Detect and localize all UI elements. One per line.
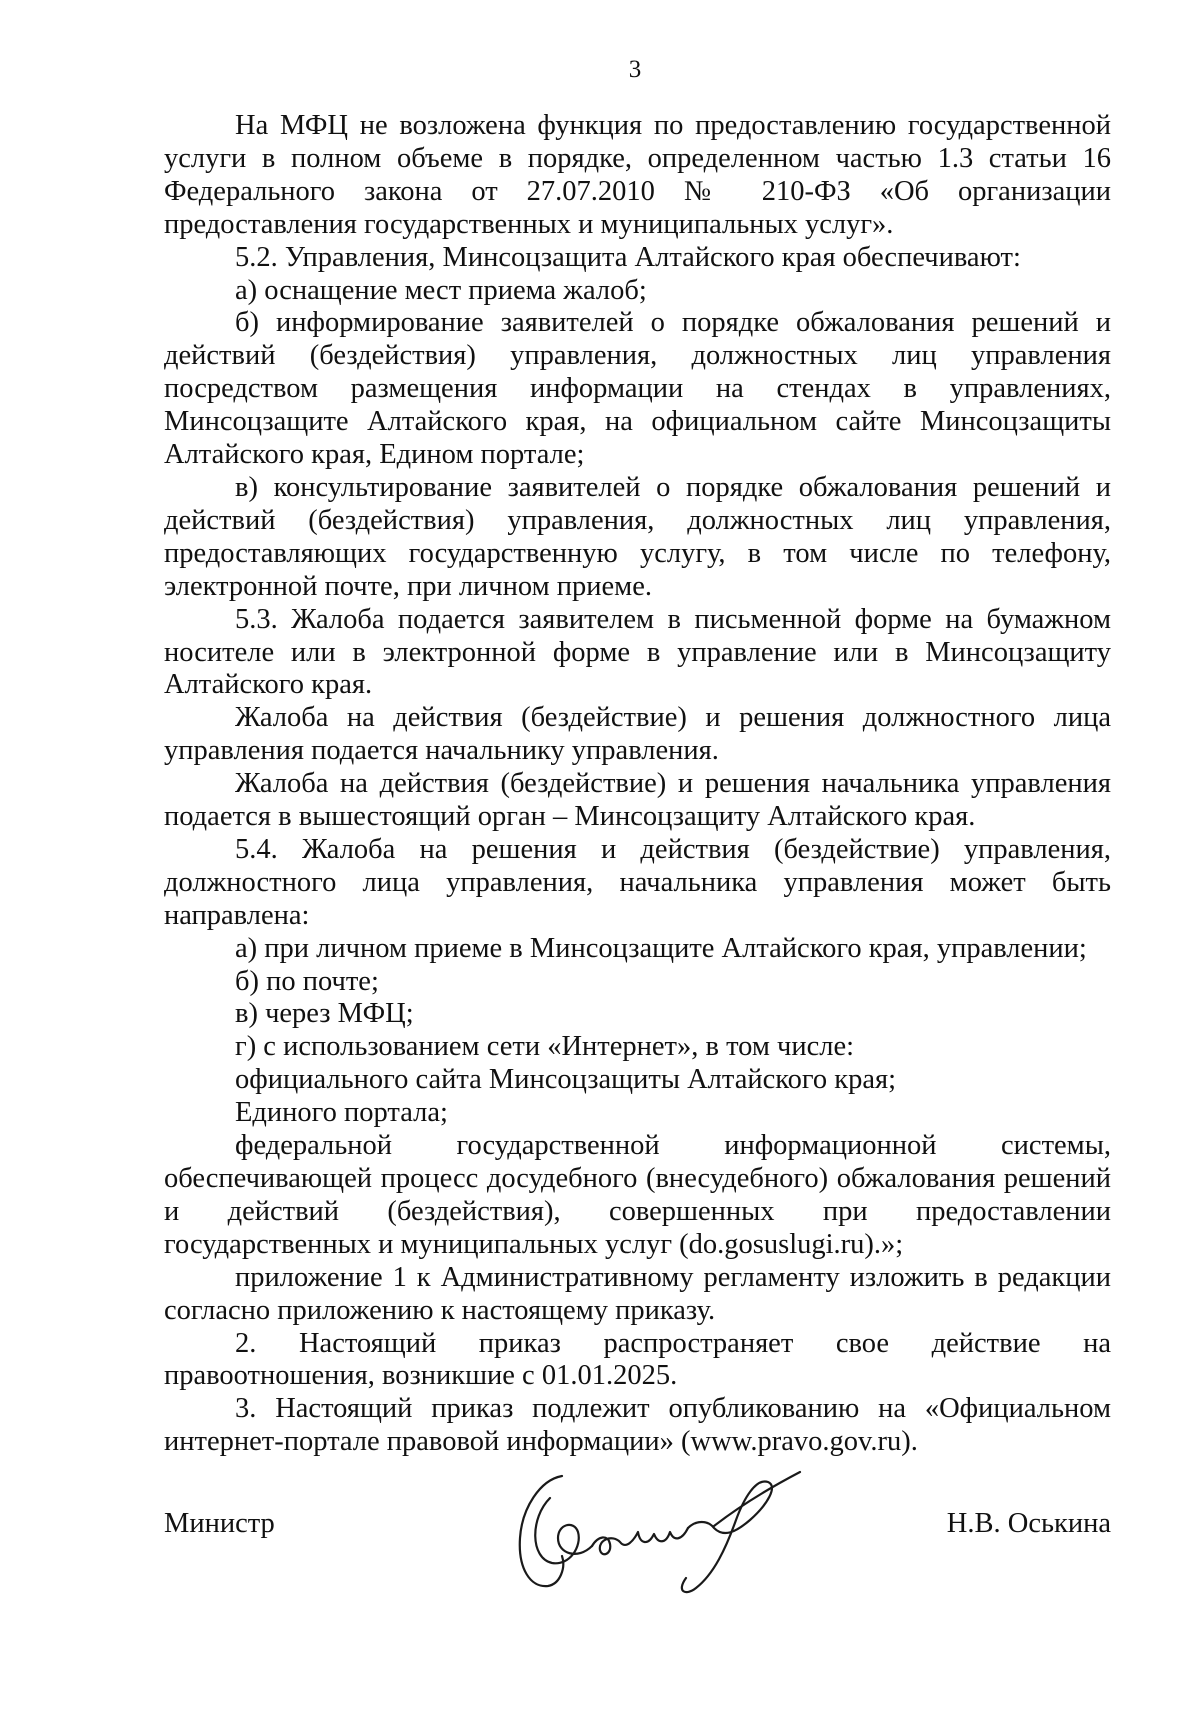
paragraph: приложение 1 к Административному регламенту изложить в редакции согласно приложению к настоящему приказу.: [164, 1261, 1111, 1326]
paragraph: а) оснащение мест приема жалоб;: [235, 274, 647, 306]
paragraph: г) с использованием сети «Интернет», в том числе:: [235, 1031, 855, 1063]
paragraph: в) через МФЦ;: [235, 998, 414, 1030]
paragraph: Жалоба на действия (бездействие) и решения должностного лица управления подается начальнику управления.: [164, 702, 1111, 767]
paragraph: б) информирование заявителей о порядке обжалования решений и действий (бездействия) управления, должностных лиц управления посредством размещения информации на стендах в управлениях, Минсоцзащите Алтайского края, на официальном сайте Минсоцзащиты Алтайского края, Едином портале;: [164, 307, 1111, 471]
paragraph: федеральной государственной информационной системы, обеспечивающей процесс досудебного (внесудебного) обжалования решений и действий (бездействия), совершенных при предоставлении государственных и муниципальных услуг (do.gosuslugi.ru).»;: [164, 1130, 1111, 1260]
paragraph: 5.3. Жалоба подается заявителем в письменной форме на бумажном носителе или в электронной форме в управление или в Минсоцзащиту Алтайского края.: [164, 603, 1111, 701]
paragraph: Жалоба на действия (бездействие) и решения начальника управления подается в вышестоящий орган – Минсоцзащиту Алтайского края.: [164, 768, 1111, 833]
handwritten-signature: [500, 1428, 830, 1603]
paragraph: 2. Настоящий приказ распространяет свое действие на правоотношения, возникшие с 01.01.2025.: [164, 1327, 1111, 1392]
paragraph: в) консультирование заявителей о порядке обжалования решений и действий (бездействия) управления, должностных лиц управления, предоставляющих государственную услугу, в том числе по телефону, электронной почте, при личном приеме.: [164, 471, 1111, 602]
paragraph: 3. Настоящий приказ подлежит опубликованию на «Официальном интернет-портале правовой информации» (www.pravo.gov.ru).: [164, 1393, 1111, 1458]
paragraph: официального сайта Минсоцзащиты Алтайского края;: [235, 1064, 897, 1096]
paragraph: б) по почте;: [235, 965, 379, 997]
paragraph: а) при личном приеме в Минсоцзащите Алтайского края, управлении;: [235, 932, 1087, 964]
paragraph: 5.2. Управления, Минсоцзащита Алтайского края обеспечивают:: [235, 241, 1021, 273]
paragraph: На МФЦ не возложена функция по предоставлению государственной услуги в полном объеме в порядке, определенном частью 1.3 статьи 16 Федерального закона от 27.07.2010 № 210-ФЗ «Об организации предоставления государственных и муниципальных услуг».: [164, 110, 1111, 240]
signatory-title: Министр: [164, 1508, 275, 1539]
paragraph: Единого портала;: [235, 1097, 448, 1129]
page-number: 3: [628, 56, 642, 83]
document-body: [164, 110, 1111, 1459]
paragraph: 5.4. Жалоба на решения и действия (бездействие) управления, должностного лица управления, начальника управления может быть направлена:: [164, 833, 1111, 931]
signatory-name: Н.В. Оськина: [946, 1508, 1111, 1539]
